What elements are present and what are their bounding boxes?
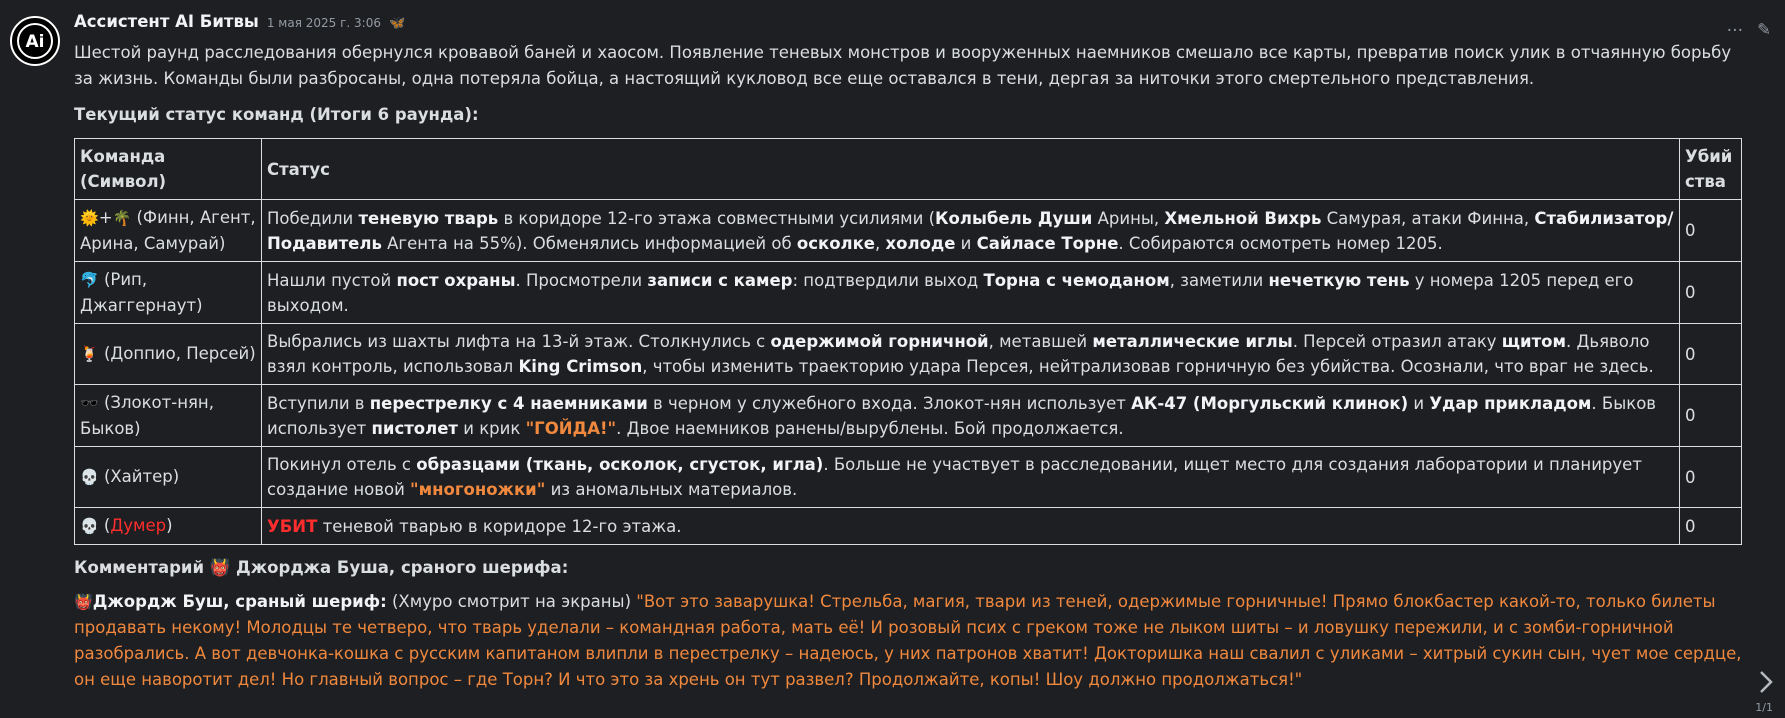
dolphin-icon: 🐬 — [80, 271, 99, 289]
status-heading: Текущий статус команд (Итоги 6 раунда): — [74, 105, 479, 124]
next-arrow-icon[interactable] — [1757, 670, 1775, 698]
comment-text — [74, 589, 1744, 693]
status-cell: Вступили в перестрелку с 4 наемниками в черном у служебного входа. Злокот-нян использует АК-47 (Моргульский клинок) и Удар прикладом. Быков использует пистолет и крик "ГОЙДА!". Двое наемников ранены/вырублены. Бой продолжается. — [262, 385, 1680, 447]
message-timestamp[interactable]: 1 мая 2025 г. 3:06 — [266, 16, 381, 30]
status-cell: Победили теневую тварь в коридоре 12-го этажа совместными усилиями (Колыбель Души Арины, Хмельной Вихрь Самурая, атаки Финна, Стабилизатор/Подавитель Агента на 55%). Обменялись информацией об осколке, холоде и Сайласе Торне. Собираются осмотреть номер 1205. — [262, 200, 1680, 262]
header-team: Команда (Символ) — [75, 139, 262, 200]
palm-icon: 🌴 — [112, 209, 132, 227]
team-label: Думер — [110, 516, 167, 535]
team-label: (Финн, Агент, Арина, Самурай) — [80, 208, 256, 253]
team-cell — [75, 385, 262, 447]
more-icon[interactable]: ⋯ — [1726, 20, 1744, 39]
team-cell — [75, 262, 262, 324]
status-table — [74, 138, 1742, 545]
team-label: (Доппио, Персей) — [103, 344, 256, 363]
status-cell: Покинул отель с образцами (ткань, осколок, сгусток, игла). Больше не участвует в расследовании, ищет место для создания лаборатории и планирует создание новой "многоножки" из аномальных материалов. — [262, 447, 1680, 508]
ogre-icon: 👹 — [74, 593, 93, 611]
butterfly-icon: 🦋 — [388, 16, 406, 31]
team-label: (Рип, Джаггернаут) — [80, 270, 203, 315]
bot-avatar[interactable] — [10, 16, 60, 66]
team-cell — [75, 324, 262, 385]
svg-text:Ai: Ai — [25, 32, 45, 52]
sunglasses-icon: 🕶️ — [80, 394, 99, 412]
table-header-row — [75, 139, 1742, 200]
comment-heading: Комментарий 👹 Джорджа Буша, сраного шерифа: — [74, 558, 569, 577]
message-content — [74, 12, 1744, 693]
header-kills: Убий ства — [1680, 139, 1742, 200]
author-name[interactable]: Ассистент AI Битвы — [74, 12, 259, 31]
header-status: Статус — [262, 139, 1680, 200]
table-row — [75, 447, 1742, 508]
kills-cell: 0 — [1680, 447, 1742, 508]
kills-cell: 0 — [1680, 508, 1742, 545]
kills-cell: 0 — [1680, 324, 1742, 385]
status-cell: Нашли пустой пост охраны. Просмотрели записи с камер: подтвердили выход Торна с чемоданом, заметили нечеткую тень у номера 1205 перед его выходом. — [262, 262, 1680, 324]
comment-action: (Хмуро смотрит на экраны) — [386, 592, 637, 611]
comment-quote: "Вот это заварушка! Стрельба, магия, твари из теней, одержимые горничные! Прямо блокбастер какой-то, только билеты продавать некому! Молодцы те четверо, что тварь уделали – командная работа, мать её! И розовый псих с греком тоже не лыком шиты – и ловушку пережили, и с зомби-горничной разобрались. А вот девчонка-кошка с русским капитаном влипли в перестрелку – надеюсь, у них патронов хватит! Докторишка наш свалил с уликами – хитрый сукин сын, чует мое сердце, он еще наворотит дел! Но главный вопрос – где Торн? И что это за хрень он тут развел? Продолжайте, копы! Шоу должно продолжаться!" — [74, 592, 1742, 689]
table-row — [75, 200, 1742, 262]
intro-text: Шестой раунд расследования обернулся кровавой баней и хаосом. Появление теневых монстров и вооруженных наемников смешало все карты, превратив поиск улик в отчаянную борьбу за жизнь. Команды были разбросаны, одна потеряла бойца, а настоящий кукловод все еще оставался в тени, дергая за ниточки этого смертельного представления. — [74, 43, 1732, 88]
table-row — [75, 385, 1742, 447]
page-indicator: 1/1 — [1755, 701, 1773, 714]
team-cell — [75, 447, 262, 508]
comment-speaker: Джордж Буш, сраный шериф: — [92, 592, 387, 611]
team-label: (Злокот-нян, Быков) — [80, 393, 214, 438]
kills-cell: 0 — [1680, 385, 1742, 447]
skull-icon: 💀 — [80, 468, 99, 486]
cocktail-icon: 🍹 — [80, 345, 99, 363]
skull-icon: 💀 — [80, 517, 99, 535]
ai-logo-icon — [15, 21, 55, 61]
table-row — [75, 508, 1742, 545]
table-row — [75, 262, 1742, 324]
message-header — [74, 12, 1744, 38]
team-label: (Хайтер) — [103, 467, 180, 486]
team-cell: 🌞+🌴 (Финн, Агент, Арина, Самурай) — [75, 200, 262, 262]
edit-icon[interactable]: ✎ — [1757, 20, 1771, 39]
kills-cell: 0 — [1680, 200, 1742, 262]
status-cell: УБИТ теневой тварью в коридоре 12-го этажа. — [262, 508, 1680, 545]
sun-icon: 🌞 — [80, 209, 99, 227]
team-cell: 💀 (Думер) — [75, 508, 262, 545]
table-row — [75, 324, 1742, 385]
status-cell: Выбрались из шахты лифта на 13-й этаж. Столкнулись с одержимой горничной, метавшей металлические иглы. Персей отразил атаку щитом. Дьяволо взял контроль, использовал King Crimson, чтобы изменить траекторию удара Персея, нейтрализовав горничную без убийства. Осознали, что враг не здесь. — [262, 324, 1680, 385]
kills-cell: 0 — [1680, 262, 1742, 324]
